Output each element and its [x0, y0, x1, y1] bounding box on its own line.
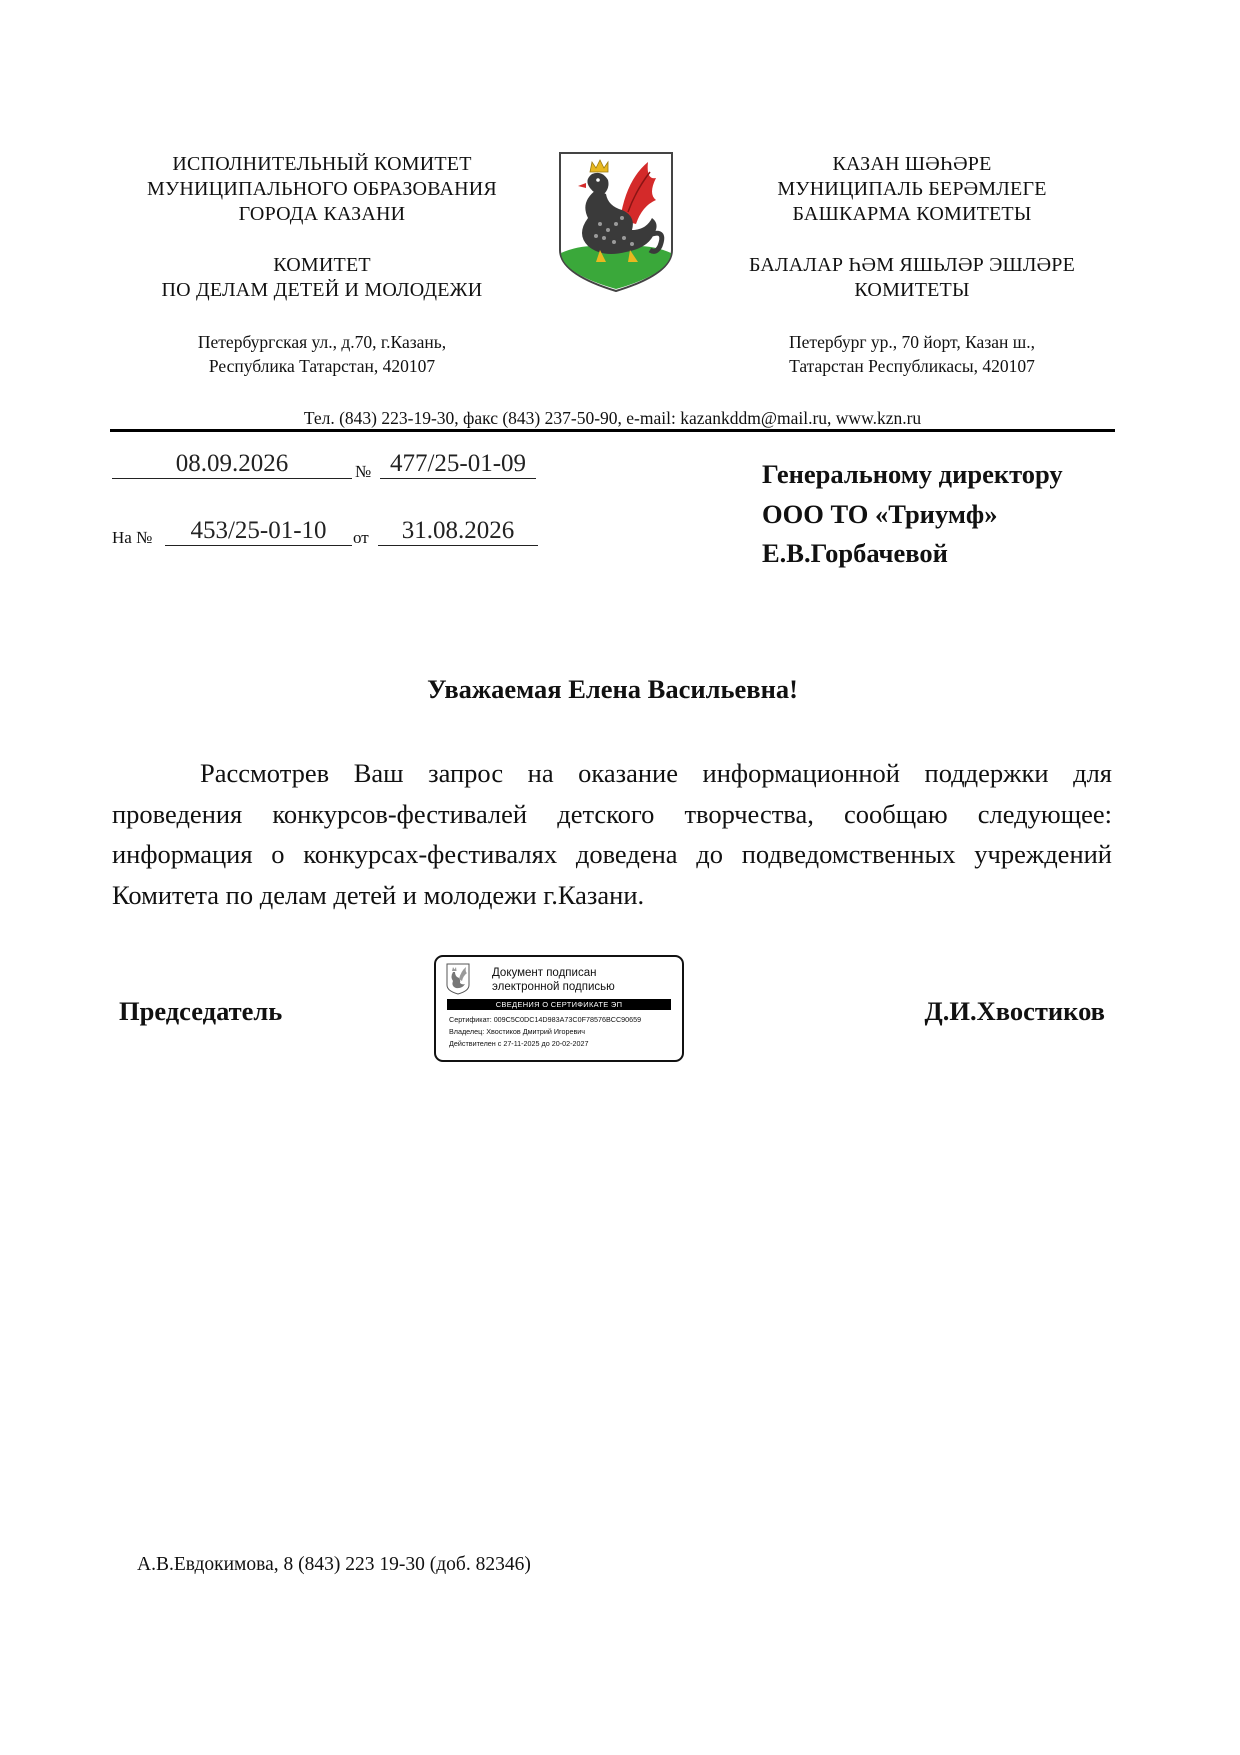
coat-of-arms-icon: [446, 963, 470, 995]
header-right-committee: [700, 253, 1124, 303]
addressee-block: [762, 455, 1202, 574]
header-left-org-line: ГОРОДА КАЗАНИ: [238, 203, 406, 225]
stamp-title-line: электронной подписью: [492, 981, 615, 993]
stamp-validity: Действителен с 27-11-2025 до 20-02-2027: [449, 1039, 589, 1048]
header-left-org: [110, 152, 534, 227]
header-right-org-line: МУНИЦИПАЛЬ БЕРӘМЛЕГЕ: [777, 178, 1047, 200]
header-right-org-line: КАЗАН ШӘҺӘРЕ: [832, 153, 992, 175]
header-left-org-line: МУНИЦИПАЛЬНОГО ОБРАЗОВАНИЯ: [147, 178, 497, 200]
header-left-committee-line: КОМИТЕТ: [273, 254, 371, 276]
header-left-address-line: Петербургская ул., д.70, г.Казань,: [197, 332, 447, 352]
header-right-committee-line: БАЛАЛАР ҺӘМ ЯШЬЛӘР ЭШЛӘРЕ: [748, 254, 1076, 276]
signer-name: Д.И.Хвостиков: [924, 996, 1105, 1026]
reference-number: 453/25-01-10: [165, 517, 352, 546]
stamp-owner: Владелец: Хвостиков Дмитрий Игоревич: [449, 1027, 586, 1036]
executor-contact: А.В.Евдокимова, 8 (843) 223 19-30 (доб. 82346): [137, 1554, 531, 1575]
stamp-certificate: Сертификат: 009C5C0DC14D983A73C0F78576BCC90659: [449, 1015, 642, 1024]
header-divider: [110, 429, 1115, 432]
stamp-title: [492, 966, 615, 994]
registration-number: 477/25-01-09: [380, 450, 536, 479]
coat-of-arms-icon: [556, 150, 676, 294]
header-right-address-line: Татарстан Республикасы, 420107: [789, 356, 1035, 376]
addressee-line: Генеральному директору: [762, 459, 1063, 489]
addressee-line: Е.В.Горбачевой: [762, 538, 948, 568]
header-left-committee-line: ПО ДЕЛАМ ДЕТЕЙ И МОЛОДЕЖИ: [161, 279, 483, 301]
reference-from-label: от: [353, 528, 369, 547]
header-right-address: [700, 330, 1124, 378]
stamp-details: [449, 1014, 641, 1050]
header-right-address-line: Петербург ур., 70 йорт, Казан ш.,: [789, 332, 1035, 352]
letter-body: Рассмотрев Ваш запрос на оказание информационной поддержки для проведения конкурсов-фестивалей детского творчества, сообщаю следующее: информация о конкурсах-фестивалях доведена до подведомственных учреждений Комитета по делам детей и молодежи г.Казани.: [112, 758, 1112, 910]
stamp-certificate-bar-label: СВЕДЕНИЯ О СЕРТИФИКАТЕ ЭП: [495, 1000, 623, 1009]
reference-number-label: На №: [112, 528, 153, 547]
stamp-title-line: Документ подписан: [492, 967, 597, 979]
registration-date: 08.09.2026: [112, 450, 352, 479]
header-left-address-line: Республика Татарстан, 420107: [208, 356, 436, 376]
signer-title: Председатель: [119, 996, 283, 1026]
header-right-committee-line: КОМИТЕТЫ: [854, 279, 970, 301]
addressee-line: ООО ТО «Триумф»: [762, 498, 998, 529]
header-right-org: [700, 152, 1124, 227]
salutation: Уважаемая Елена Васильевна!: [427, 674, 798, 704]
registration-number-label: №: [355, 462, 372, 481]
stamp-certificate-bar: [447, 999, 671, 1010]
header-left-address: [110, 330, 534, 378]
header-right-org-line: БАШКАРМА КОМИТЕТЫ: [792, 203, 1032, 225]
header-left-committee: [110, 253, 534, 303]
electronic-signature-stamp: [434, 955, 684, 1062]
reference-date: 31.08.2026: [378, 517, 538, 546]
contacts-line: Тел. (843) 223-19-30, факс (843) 237-50-90, e-mail: kazankddm@mail.ru, www.kzn.ru: [303, 408, 922, 428]
header-left-org-line: ИСПОЛНИТЕЛЬНЫЙ КОМИТЕТ: [172, 153, 472, 175]
